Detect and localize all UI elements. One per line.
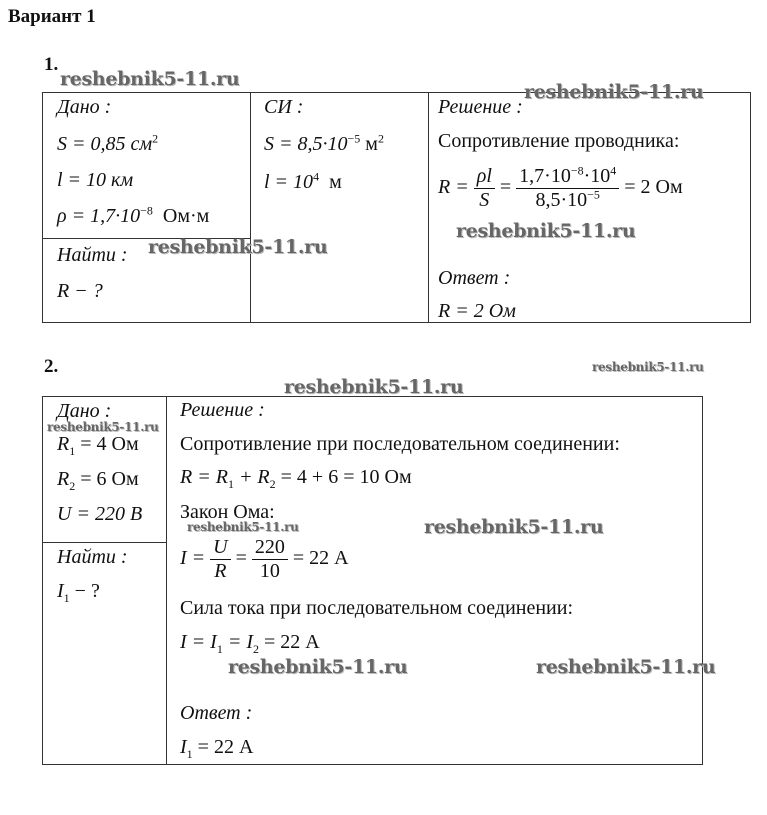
task1-answer: R = 2 Ом (438, 300, 516, 322)
watermark: reshebnik5-11.ru (187, 520, 299, 534)
task2-find: $I_1$ − ? (57, 580, 100, 605)
task2-line5: $I = I_1 = I_2 = 22$ А (180, 631, 320, 656)
watermark: reshebnik5-11.ru (592, 360, 704, 374)
task2-given-u: U = 220 В (57, 503, 143, 525)
task2-line3: Закон Ома: (180, 501, 275, 523)
page-title: Вариант 1 (8, 6, 96, 27)
task1-solution-label: Решение : (438, 96, 523, 118)
task1-given-s: S = 0,85 $см^2$ (57, 131, 159, 155)
watermark: reshebnik5-11.ru (536, 656, 716, 678)
task2-given-label: Дано : (57, 400, 112, 422)
task2-given-r2: $R_2 = 6$ Ом (57, 468, 139, 493)
task2-given-r1: $R_1 = 4$ Ом (57, 433, 139, 458)
task1-divider-1 (250, 92, 251, 323)
task1-given-rho: $\rho = 1,7\cdot 10^{-8}$ Ом·м (57, 203, 210, 227)
task1-number: 1. (44, 54, 59, 75)
task2-answer-label: Ответ : (180, 702, 253, 724)
watermark: reshebnik5-11.ru (47, 420, 159, 434)
task1-formula: R = $\frac{\rho l}{S}$ = $\frac{1,7\cdot 10^{-8}\cdot 10^4}{8,5\cdot 10^{-5}}$ = 2 Ом (438, 163, 683, 211)
watermark: reshebnik5-11.ru (424, 516, 604, 538)
watermark: reshebnik5-11.ru (148, 236, 328, 258)
task2-line1: Сопротивление при последовательном соединении: (180, 433, 620, 455)
task2-ohm-formula: I = $\frac{U}{R}$ = $\frac{220}{10}$ = 22 А (180, 536, 349, 582)
task2-solution-label: Решение : (180, 399, 265, 421)
task2-divider-v (166, 396, 167, 765)
task1-find-label: Найти : (57, 244, 128, 266)
watermark: reshebnik5-11.ru (60, 68, 240, 90)
task2-find-label: Найти : (57, 546, 128, 568)
task1-find: R − ? (57, 280, 103, 302)
task1-divider-2 (428, 92, 429, 323)
task1-si-l: $l = 10^4$ м (264, 169, 342, 193)
task2-divider-h (42, 542, 166, 543)
watermark: reshebnik5-11.ru (524, 81, 704, 103)
task2-number: 2. (44, 356, 59, 377)
task1-answer-label: Ответ : (438, 267, 511, 289)
watermark: reshebnik5-11.ru (456, 220, 636, 242)
watermark: reshebnik5-11.ru (284, 376, 464, 398)
task2-line2: $R = R_1 + R_2 = 4 + 6 = 10$ Ом (180, 466, 412, 491)
task1-si-label: СИ : (264, 96, 304, 118)
task2-line4: Сила тока при последовательном соединении: (180, 597, 574, 619)
task1-given-label: Дано : (57, 96, 112, 118)
task1-given-l: l = 10 км (57, 169, 134, 191)
task2-answer: $I_1 = 22$ А (180, 736, 254, 761)
task1-solution-text: Сопротивление проводника: (438, 130, 680, 152)
task1-si-s: $S = 8,5\cdot 10^{-5}$ $м^2$ (264, 131, 384, 155)
watermark: reshebnik5-11.ru (228, 656, 408, 678)
